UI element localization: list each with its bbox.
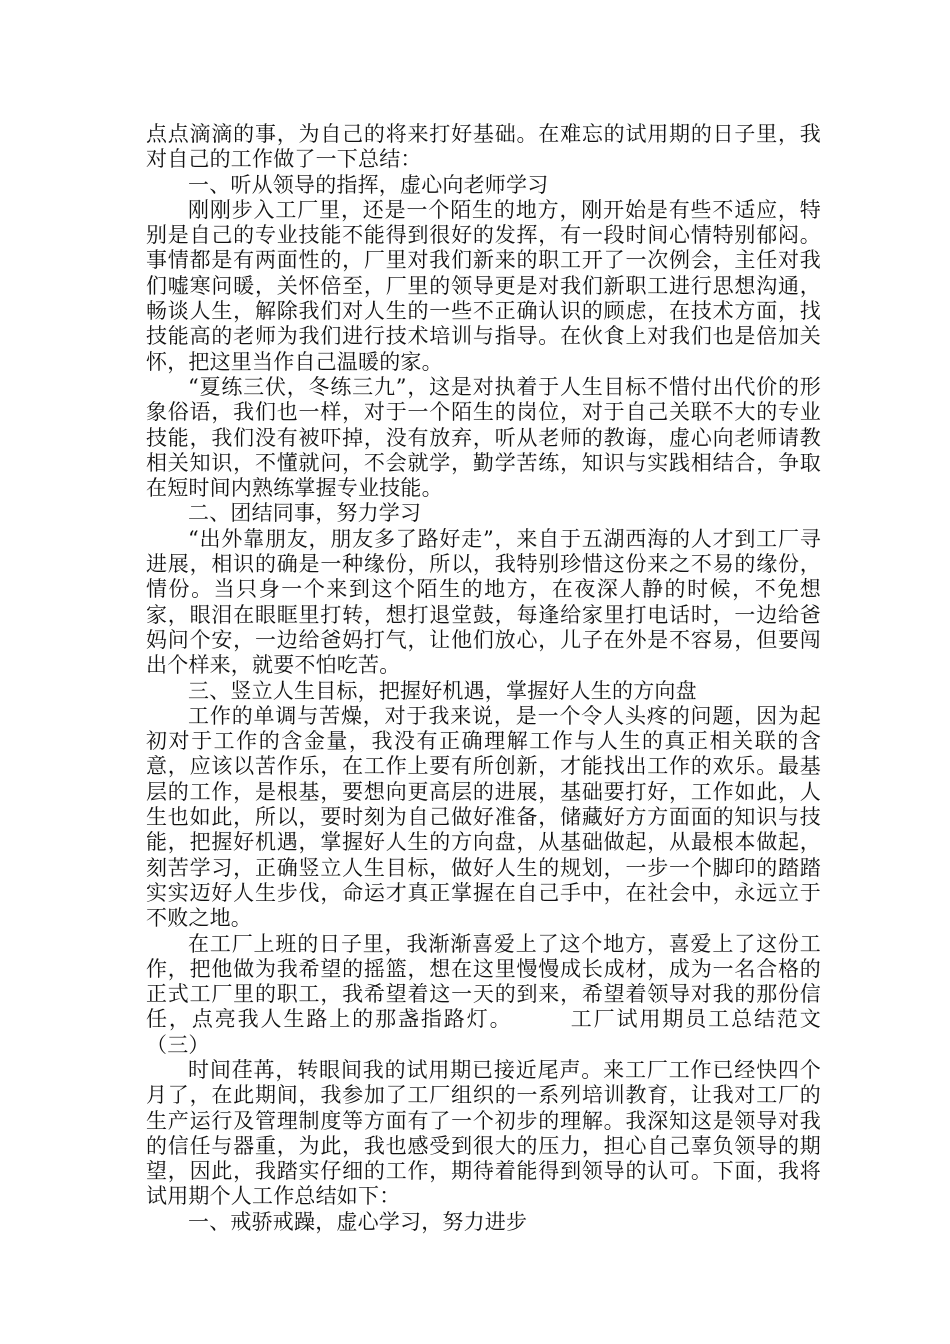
paragraph-body: 工作的单调与苦燥，对于我来说，是一个令人头疼的问题，因为起初对于工作的含金量，我没有正确理解工作与人生的真正相关联的含意，应该以苦作乐，在工作上要有所创新，才能找出工作的欢乐。最基层的工作，是根基，要想向更高层的进展，基础要打好，工作如此，人生也如此，所以，要时刻为自己做好准备，储藏好方方面面的知识与技能，把握好机遇，掌握好人生的方向盘，从基础做起，从最根本做起，刻苦学习，正确竖立人生目标，做好人生的规划，一步一个脚印的踏踏实实迈好人生步伐，命运才真正掌握在自己手中，在社会中，永远立于不败之地。: [146, 703, 821, 931]
heading-section-4: 一、戒骄戒躁，虚心学习，努力进步: [188, 1209, 528, 1234]
paragraph-intro: 点点滴滴的事，为自己的将来打好基础。在难忘的试用期的日子里，我对自己的工作做了一下总结：: [146, 122, 821, 172]
heading-section-2: 二、团结同事，努力学习: [188, 501, 422, 526]
paragraph-body: 刚刚步入工厂里，还是一个陌生的地方，刚开始是有些不适应，特别是自己的专业技能不能得到很好的发挥，有一段时间心情特别郁闷。事情都是有两面性的，厂里对我们新来的职工开了一次例会，主任对我们嘘寒问暖，关怀倍至，厂里的领导更是对我们新职工进行思想沟通，畅谈人生，解除我们对人生的一些不正确认识的顾虑，在技术方面，找技能高的老师为我们进行技术培训与指导。在伙食上对我们也是倍加关怀，把这里当作自己温暖的家。: [146, 197, 821, 374]
document-body: [146, 122, 821, 1235]
heading-section-3: 三、竖立人生目标，把握好机遇，掌握好人生的方向盘: [188, 678, 697, 703]
heading-section-1: 一、听从领导的指挥，虚心向老师学习: [188, 172, 549, 197]
paragraph-body: 在工厂上班的日子里，我渐渐喜爱上了这个地方，喜爱上了这份工作，把他做为我希望的摇篮，想在这里慢慢成长成材，成为一名合格的正式工厂里的职工，我希望着这一天的到来，希望着领导对我的那份信任，点亮我人生路上的那盏指路灯。 工厂试用期员工总结范文（三）: [146, 931, 821, 1057]
paragraph-body: “夏练三伏，冬练三九”，这是对执着于人生目标不惜付出代价的形象俗语，我们也一样，对于一个陌生的岗位，对于自己关联不大的专业技能，我们没有被吓掉，没有放弃，听从老师的教诲，虚心向老师请教相关知识，不懂就问，不会就学，勤学苦练，知识与实践相结合，争取在短时间内熟练掌握专业技能。: [146, 374, 821, 501]
paragraph-body: “出外靠朋友，朋友多了路好走”，来自于五湖西海的人才到工厂寻进展，相识的确是一种缘份，所以，我特别珍惜这份来之不易的缘份，情份。当只身一个来到这个陌生的地方，在夜深人静的时候，不免想家，眼泪在眼眶里打转，想打退堂鼓，每逢给家里打电话时，一边给爸妈问个安，一边给爸妈打气，让他们放心，儿子在外是不容易，但要闯出个样来，就要不怕吃苦。: [146, 526, 821, 678]
paragraph-body: 时间荏苒，转眼间我的试用期已接近尾声。来工厂工作已经快四个月了，在此期间，我参加了工厂组织的一系列培训教育，让我对工厂的生产运行及管理制度等方面有了一个初步的理解。我深知这是领导对我的信任与器重，为此，我也感受到很大的压力，担心自己辜负领导的期望，因此，我踏实仔细的工作，期待着能得到领导的认可。下面，我将试用期个人工作总结如下：: [146, 1057, 821, 1209]
